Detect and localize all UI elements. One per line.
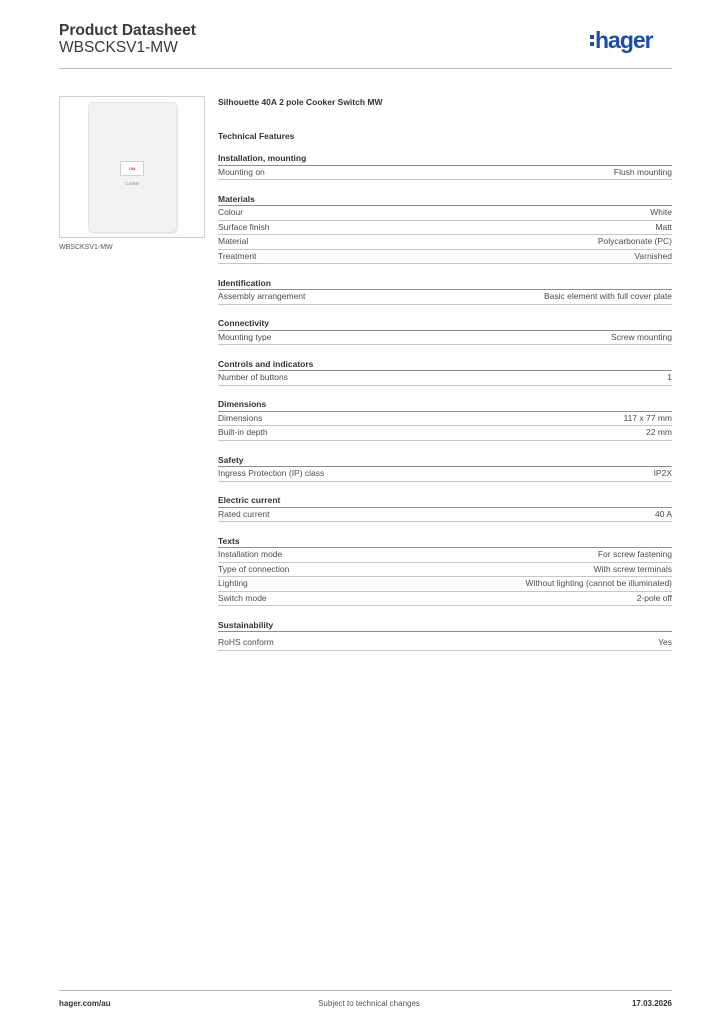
feature-label: Mounting type	[218, 331, 272, 342]
plate-label: Cooker	[125, 181, 140, 186]
product-name: Silhouette 40A 2 pole Cooker Switch MW	[218, 97, 383, 107]
feature-row	[218, 577, 672, 592]
feature-label: Material	[218, 236, 249, 247]
switch-plate	[88, 102, 177, 233]
switch-mark: ON	[129, 166, 135, 171]
feature-value: 1	[667, 372, 672, 383]
header-divider	[59, 68, 672, 69]
footer-note: Subject to technical changes	[318, 999, 420, 1008]
feature-value: Basic element with full cover plate	[543, 291, 672, 302]
feature-value: 40 A	[654, 508, 672, 519]
feature-label: Switch mode	[218, 592, 267, 603]
feature-row	[218, 206, 672, 221]
feature-value: IP2X	[653, 468, 672, 479]
footer-divider	[59, 990, 672, 991]
feature-value: Without lighting (cannot be illuminated)	[525, 578, 672, 589]
group-title: Safety	[218, 455, 672, 468]
feature-label: Installation mode	[218, 549, 283, 560]
feature-value: Flush mounting	[613, 166, 672, 177]
feature-label: Surface finish	[218, 221, 270, 232]
footer-website: hager.com/au	[59, 999, 111, 1008]
feature-value: Yes	[658, 637, 672, 648]
feature-value: 2-pole off	[636, 592, 672, 603]
product-code: WBSCKSV1-MW	[59, 39, 178, 56]
feature-label: Treatment	[218, 250, 257, 261]
datasheet-content	[218, 96, 672, 651]
feature-label: Type of connection	[218, 563, 290, 574]
document-title: Product Datasheet	[59, 22, 196, 39]
feature-value: Polycarbonate (PC)	[597, 236, 672, 247]
feature-group	[218, 455, 672, 482]
feature-row	[218, 371, 672, 386]
feature-label: Colour	[218, 207, 244, 218]
hager-logo	[590, 26, 653, 54]
rocker-switch	[120, 161, 144, 176]
group-title: Sustainability	[218, 620, 672, 633]
feature-label: Mounting on	[218, 166, 265, 177]
feature-row	[218, 331, 672, 346]
feature-row	[218, 426, 672, 441]
feature-row	[218, 235, 672, 250]
feature-group	[218, 278, 672, 305]
technical-features-title: Technical Features	[218, 131, 295, 141]
feature-value: 22 mm	[646, 427, 672, 438]
feature-group	[218, 536, 672, 607]
feature-groups	[218, 153, 672, 651]
group-title: Installation, mounting	[218, 153, 672, 166]
feature-value: 117 x 77 mm	[623, 412, 672, 423]
feature-row	[218, 221, 672, 236]
feature-row	[218, 467, 672, 482]
feature-group	[218, 153, 672, 180]
group-title: Connectivity	[218, 318, 672, 331]
group-title: Dimensions	[218, 399, 672, 412]
feature-label: Ingress Protection (IP) class	[218, 468, 325, 479]
feature-row	[218, 166, 672, 181]
feature-value: For screw fastening	[597, 549, 672, 560]
feature-row	[218, 636, 672, 651]
footer-date: 17.03.2026	[631, 999, 672, 1008]
feature-group	[218, 359, 672, 386]
feature-row	[218, 563, 672, 578]
image-caption: WBSCKSV1-MW	[59, 244, 113, 251]
feature-label: Rated current	[218, 508, 270, 519]
group-title: Materials	[218, 194, 672, 207]
logo-dots-icon	[590, 35, 594, 46]
group-title: Electric current	[218, 495, 672, 508]
group-title: Texts	[218, 536, 672, 549]
feature-label: Number of buttons	[218, 372, 288, 383]
feature-row	[218, 412, 672, 427]
logo-text: hager	[595, 26, 653, 53]
feature-value: With screw terminals	[593, 563, 672, 574]
feature-group	[218, 620, 672, 651]
feature-value: Varnished	[634, 250, 672, 261]
feature-value: Screw mounting	[611, 331, 672, 342]
feature-row	[218, 290, 672, 305]
feature-group	[218, 194, 672, 265]
feature-value: Matt	[655, 221, 672, 232]
feature-value: White	[650, 207, 672, 218]
feature-row	[218, 508, 672, 523]
feature-group	[218, 318, 672, 345]
feature-label: Dimensions	[218, 412, 263, 423]
feature-label: Built-in depth	[218, 427, 268, 438]
product-image	[59, 96, 205, 238]
group-title: Identification	[218, 278, 672, 291]
feature-row	[218, 592, 672, 607]
group-title: Controls and indicators	[218, 359, 672, 372]
feature-group	[218, 399, 672, 441]
feature-label: Assembly arrangement	[218, 291, 306, 302]
feature-row	[218, 548, 672, 563]
feature-row	[218, 250, 672, 265]
feature-label: RoHS conform	[218, 637, 274, 648]
feature-label: Lighting	[218, 578, 248, 589]
feature-group	[218, 495, 672, 522]
